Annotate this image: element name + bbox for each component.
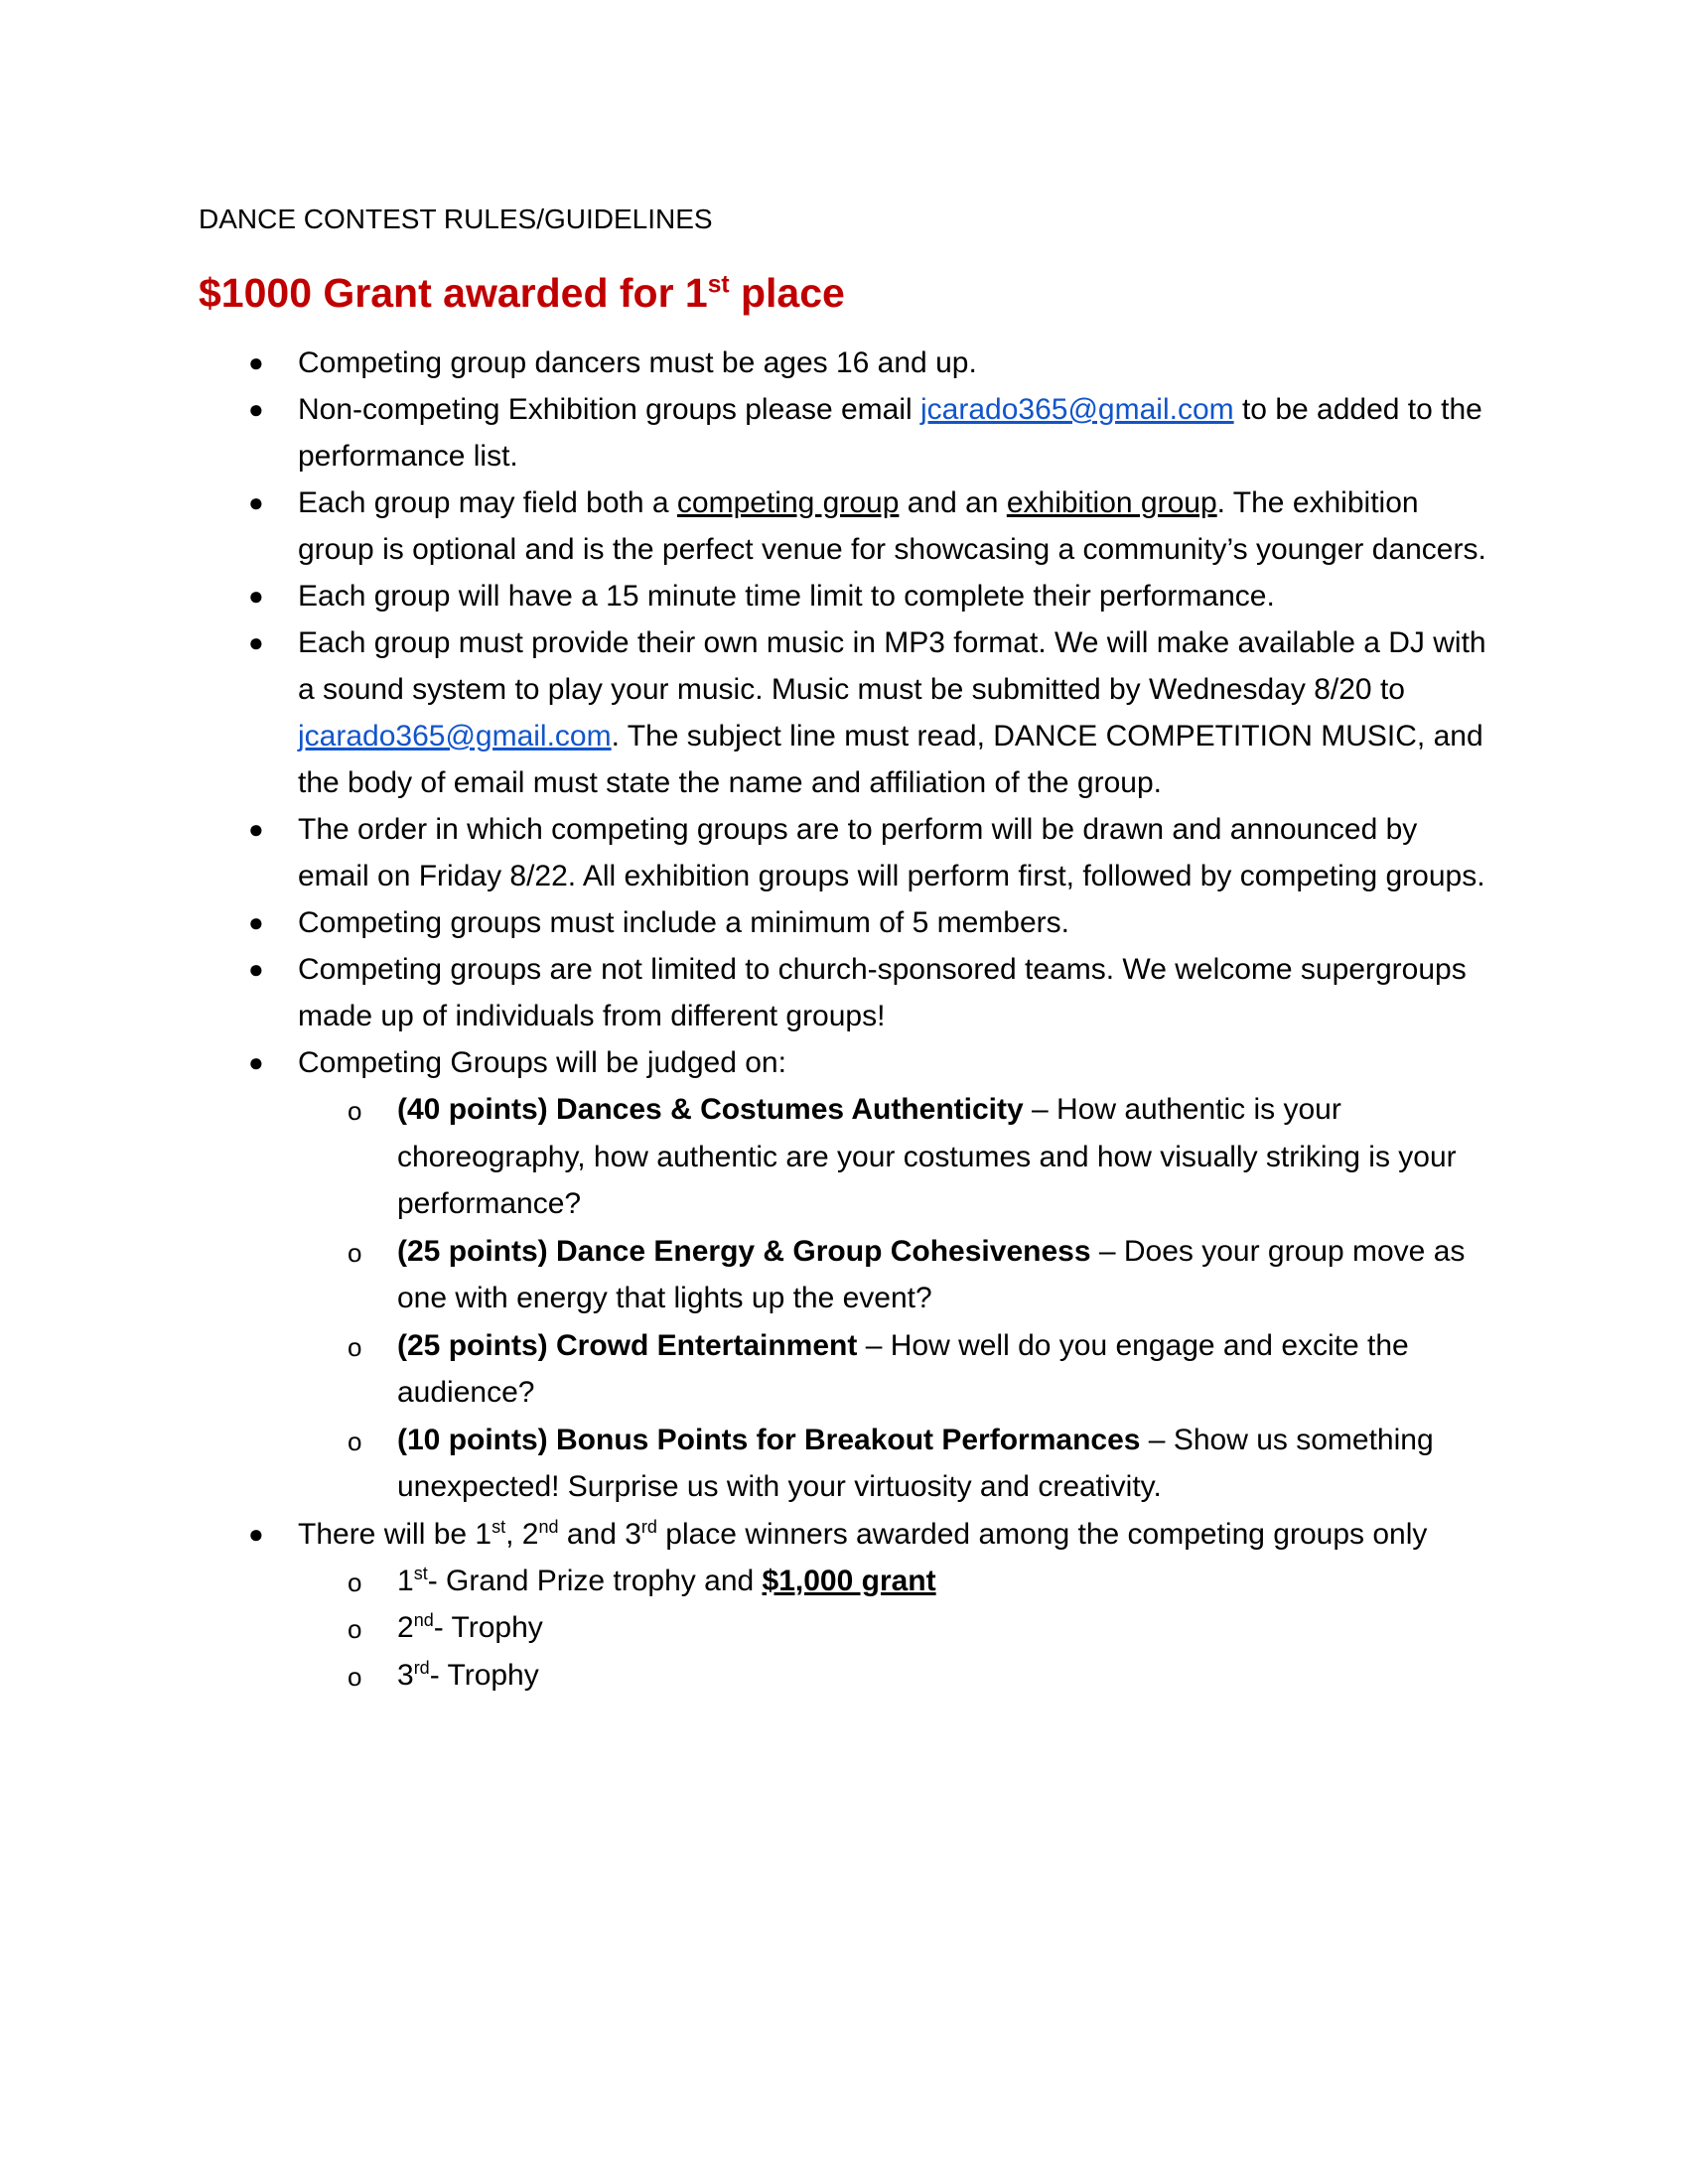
rule-text-cont: . The subject line must read, DANCE COMPETITION MUSIC, and the body of email must state the name and affiliation of the group. (298, 720, 1483, 799)
prize-rank: 2 (397, 1611, 414, 1644)
grant-heading-tail: place (729, 270, 845, 316)
prize-grant-amount: $1,000 grant (762, 1564, 936, 1597)
prize-rank: 3 (397, 1658, 414, 1692)
exhibition-group-term: exhibition group (1006, 486, 1217, 519)
prize-item-second (298, 1604, 1688, 1652)
criterion-item (298, 1417, 1688, 1511)
criterion-description: – How well do you engage and excite the audience? (397, 1328, 1409, 1409)
judging-criteria-list (298, 1086, 1688, 1511)
grant-heading (199, 266, 1489, 320)
bullet-icon: ● (248, 1518, 264, 1549)
criterion-description: – Show us something unexpected! Surprise us with your virtuosity and creativity. (397, 1423, 1434, 1503)
ordinal-sup: st (492, 1516, 506, 1537)
circle-bullet-icon: o (348, 1614, 362, 1644)
circle-bullet-icon: o (348, 1567, 362, 1597)
criterion-item (298, 1228, 1688, 1322)
rule-item-age (199, 340, 1688, 386)
bullet-icon: ● (248, 394, 264, 424)
prize-text: - Trophy (429, 1658, 539, 1692)
bullet-icon: ● (248, 1047, 264, 1077)
rule-item-judging (199, 1039, 1688, 1511)
criterion-item (298, 1322, 1688, 1417)
rule-text: Competing Groups will be judged on: (298, 1046, 786, 1079)
rule-text-cont: to be added to the performance list. (298, 393, 1482, 473)
rule-item-time-limit (199, 573, 1688, 619)
email-link[interactable]: jcarado365@gmail.com (298, 720, 612, 752)
email-link[interactable]: jcarado365@gmail.com (920, 393, 1234, 426)
bullet-icon: ● (248, 581, 264, 611)
bullet-icon: ● (248, 627, 264, 657)
criterion-title: (10 points) Bonus Points for Breakout Performances (397, 1423, 1141, 1456)
prizes-list (298, 1558, 1688, 1700)
rule-item-minimum-members (199, 899, 1688, 946)
circle-bullet-icon: o (348, 1331, 362, 1362)
prize-text: - Grand Prize trophy and (427, 1564, 763, 1597)
prize-rank: 1 (397, 1564, 414, 1597)
rule-item-music (199, 619, 1688, 806)
grant-heading-text: $1000 Grant awarded for 1 (199, 270, 708, 316)
ordinal-sup: rd (640, 1516, 657, 1537)
rule-text: Competing group dancers must be ages 16 and up. (298, 346, 977, 379)
rule-item-winners (199, 1511, 1688, 1700)
circle-bullet-icon: o (348, 1661, 362, 1692)
document-title: DANCE CONTEST RULES/GUIDELINES (199, 204, 713, 234)
prize-item-first (298, 1558, 1688, 1605)
bullet-icon: ● (248, 487, 264, 517)
bullet-icon: ● (248, 954, 264, 984)
criterion-description: – Does your group move as one with energy that lights up the event? (397, 1234, 1466, 1314)
rule-text-cont: and an (899, 486, 1007, 519)
rule-text: Non-competing Exhibition groups please email (298, 393, 921, 426)
rule-item-exhibition-email (199, 386, 1688, 479)
grant-heading-sup: st (707, 271, 730, 299)
criterion-description: – How authentic is your choreography, how authentic are your costumes and how visually striking is your performance? (397, 1093, 1457, 1220)
winners-text (298, 1518, 1427, 1551)
rule-item-order (199, 806, 1688, 899)
winners-text-part: , 2 (505, 1517, 539, 1551)
circle-bullet-icon: o (348, 1237, 362, 1268)
circle-bullet-icon: o (348, 1426, 362, 1456)
winners-text-part: and 3 (558, 1517, 641, 1551)
bullet-icon: ● (248, 347, 264, 377)
ordinal-sup: st (413, 1563, 428, 1583)
circle-bullet-icon: o (348, 1096, 362, 1126)
rules-list (199, 340, 1489, 1699)
ordinal-sup: nd (413, 1610, 434, 1630)
bullet-icon: ● (248, 814, 264, 844)
winners-text-part: There will be 1 (298, 1517, 492, 1551)
rule-item-group-types (199, 479, 1688, 573)
criterion-title: (25 points) Crowd Entertainment (397, 1328, 858, 1362)
prize-text: - Trophy (433, 1611, 543, 1644)
winners-text-part: place winners awarded among the competing groups only (656, 1517, 1428, 1551)
criterion-title: (40 points) Dances & Costumes Authenticity (397, 1093, 1024, 1126)
rule-text: Competing groups are not limited to church-sponsored teams. We welcome supergroups made up of individuals from different groups! (298, 953, 1467, 1032)
rule-item-supergroups (199, 946, 1688, 1039)
criterion-title: (25 points) Dance Energy & Group Cohesiveness (397, 1234, 1091, 1268)
rule-text-cont: . The exhibition group is optional and is the perfect venue for showcasing a community’s younger dancers. (298, 486, 1486, 566)
ordinal-sup: rd (413, 1657, 430, 1678)
rule-text: Each group must provide their own music in MP3 format. We will make available a DJ with a sound system to play your music. Music must be submitted by Wednesday 8/20 to (298, 626, 1486, 706)
rule-text: Each group will have a 15 minute time limit to complete their performance. (298, 580, 1275, 613)
criterion-item (298, 1086, 1688, 1228)
rule-text: The order in which competing groups are to perform will be drawn and announced by email on Friday 8/22. All exhibition groups will perform first, followed by competing groups. (298, 813, 1485, 892)
rule-text: Each group may field both a (298, 486, 677, 519)
rule-text: Competing groups must include a minimum of 5 members. (298, 906, 1069, 939)
ordinal-sup: nd (538, 1516, 559, 1537)
bullet-icon: ● (248, 907, 264, 937)
competing-group-term: competing group (676, 486, 900, 519)
prize-item-third (298, 1652, 1688, 1700)
document-page (199, 201, 1489, 1699)
